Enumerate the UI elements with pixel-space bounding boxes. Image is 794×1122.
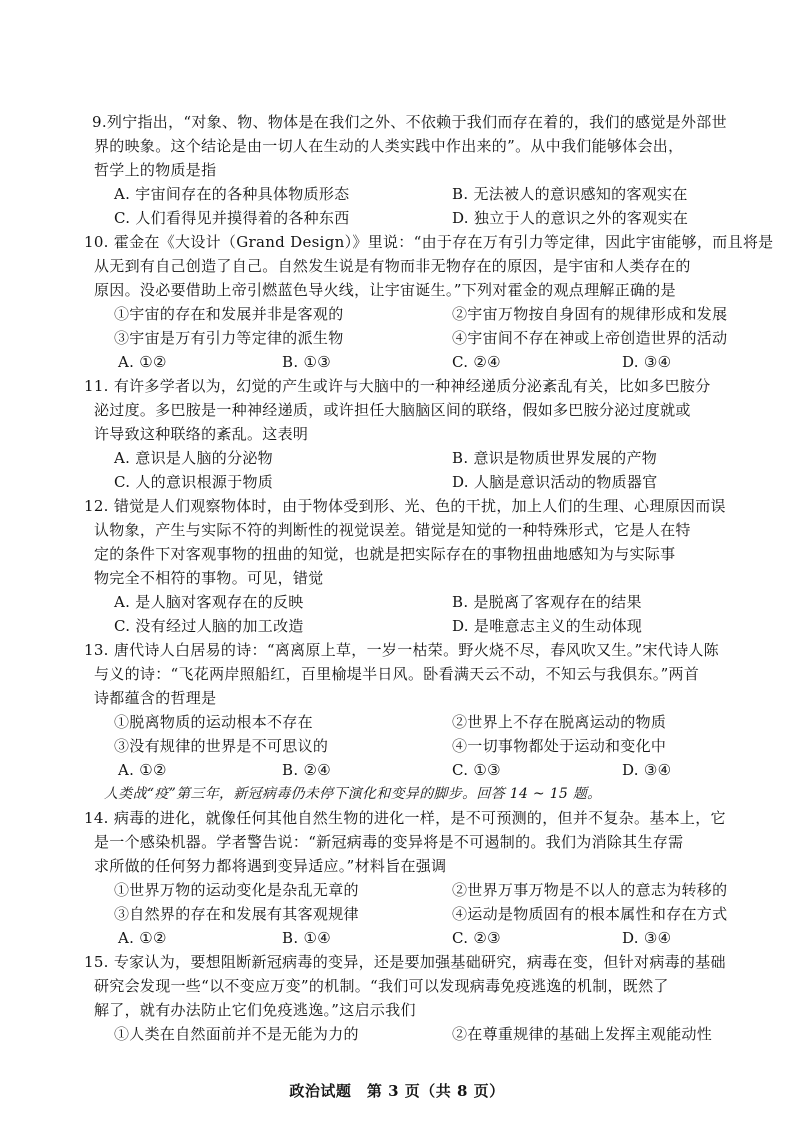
q11-stem-line1: 11. 有许多学者以为，幻觉的产生或许与大脑中的一种神经递质分泌紊乱有关，比如多巴胺分 xyxy=(84,377,711,395)
q10-statement-2: ②宇宙万物按自身固有的规律形成和发展 xyxy=(452,305,728,323)
q11-option-a: A. 意识是人脑的分泌物 xyxy=(114,449,273,467)
q10-statement-1: ①宇宙的存在和发展并非是客观的 xyxy=(114,305,344,323)
q11-option-c: C. 人的意识根源于物质 xyxy=(114,473,274,491)
q11-stem-line2: 泌过度。多巴胺是一种神经递质，或许担任大脑脑区间的联络，假如多巴胺分泌过度就或 xyxy=(94,401,691,419)
q11-option-d: D. 人脑是意识活动的物质器官 xyxy=(452,473,658,491)
q10-option-d: D. ③④ xyxy=(622,353,672,371)
q13-option-a: A. ①② xyxy=(118,761,167,779)
q10-option-c: C. ②④ xyxy=(452,353,501,371)
q13-statement-1: ①脱离物质的运动根本不存在 xyxy=(114,713,313,731)
q15-stem-line3: 解了，就有办法防止它们免疫逃逸。”这启示我们 xyxy=(94,1001,416,1019)
q14-option-b: B. ①④ xyxy=(282,929,331,947)
q13-stem-line1: 13. 唐代诗人白居易的诗：“离离原上草，一岁一枯荣。野火烧不尽，春风吹又生。”宋代诗人陈 xyxy=(84,641,719,659)
group-intro-14-15: 人类战“疫”第三年，新冠病毒仍未停下演化和变异的脚步。回答 14 ~ 15 题。 xyxy=(104,786,602,802)
q9-option-b: B. 无法被人的意识感知的客观实在 xyxy=(452,185,688,203)
q11-option-b: B. 意识是物质世界发展的产物 xyxy=(452,449,658,467)
q12-stem-line4: 物完全不相符的事物。可见，错觉 xyxy=(94,569,324,587)
q13-statement-3: ③没有规律的世界是不可思议的 xyxy=(114,737,329,755)
q12-stem-line2: 认物象，产生与实际不符的判断性的视觉误差。错觉是知觉的一种特殊形式，它是人在特 xyxy=(94,521,691,539)
q14-option-d: D. ③④ xyxy=(622,929,672,947)
q9-stem-line2: 界的映象。这个结论是由一切人在生动的人类实践中作出来的”。从中我们能够体会出， xyxy=(94,137,684,155)
q10-statement-3: ③宇宙是万有引力等定律的派生物 xyxy=(114,329,344,347)
q12-option-a: A. 是人脑对客观存在的反映 xyxy=(114,593,304,611)
q9-stem-line3: 哲学上的物质是指 xyxy=(94,161,217,179)
q15-statement-1: ①人类在自然面前并不是无能为力的 xyxy=(114,1025,359,1043)
q14-option-c: C. ②③ xyxy=(452,929,501,947)
q11-stem-line3: 许导致这种联络的紊乱。这表明 xyxy=(94,425,309,443)
q14-stem-line3: 求所做的任何努力都将遇到变异适应。”材料旨在强调 xyxy=(94,857,447,875)
q10-stem-line2: 从无到有自己创造了自己。自然发生说是有物而非无物存在的原因，是宇宙和人类存在的 xyxy=(94,257,691,275)
q9-option-c: C. 人们看得见并摸得着的各种东西 xyxy=(114,209,350,227)
q13-stem-line3: 诗都蕴含的哲理是 xyxy=(94,689,217,707)
q14-statement-2: ②世界万事万物是不以人的意志为转移的 xyxy=(452,881,728,899)
q13-option-b: B. ②④ xyxy=(282,761,331,779)
q10-stem-line1: 10. 霍金在《大设计（Grand Design）》里说：“由于存在万有引力等定律，因此宇宙能够，而且将是 xyxy=(84,233,774,251)
q9-option-d: D. 独立于人的意识之外的客观实在 xyxy=(452,209,689,227)
q13-statement-2: ②世界上不存在脱离运动的物质 xyxy=(452,713,667,731)
q13-option-c: C. ①③ xyxy=(452,761,501,779)
q10-statement-4: ④宇宙间不存在神或上帝创造世界的活动 xyxy=(452,329,728,347)
q12-option-d: D. 是唯意志主义的生动体现 xyxy=(452,617,643,635)
q9-option-a: A. 宇宙间存在的各种具体物质形态 xyxy=(114,185,350,203)
q12-option-c: C. 没有经过人脑的加工改造 xyxy=(114,617,304,635)
q13-stem-line2: 与义的诗：“飞花两岸照船红，百里榆堤半日风。卧看满天云不动，不知云与我俱东。”两首 xyxy=(94,665,700,683)
q12-stem-line3: 定的条件下对客观事物的扭曲的知觉，也就是把实际存在的事物扭曲地感知为与实际事 xyxy=(94,545,676,563)
q14-statement-4: ④运动是物质固有的根本属性和存在方式 xyxy=(452,905,728,923)
q13-statement-4: ④一切事物都处于运动和变化中 xyxy=(452,737,667,755)
q13-option-d: D. ③④ xyxy=(622,761,672,779)
q14-stem-line1: 14. 病毒的进化，就像任何其他自然生物的进化一样，是不可预测的，但并不复杂。基本上，它 xyxy=(84,809,726,827)
q15-statement-2: ②在尊重规律的基础上发挥主观能动性 xyxy=(452,1025,713,1043)
q12-stem-line1: 12. 错觉是人们观察物体时，由于物体受到形、光、色的干扰，加上人们的生理、心理原因而误 xyxy=(84,497,726,515)
page-footer: 政治试题 第 3 页（共 8 页） xyxy=(289,1082,505,1100)
q10-option-b: B. ①③ xyxy=(282,353,331,371)
q14-statement-3: ③自然界的存在和发展有其客观规律 xyxy=(114,905,359,923)
q10-option-a: A. ①② xyxy=(118,353,167,371)
q14-option-a: A. ①② xyxy=(118,929,167,947)
q14-stem-line2: 是一个感染机器。学者警告说：“新冠病毒的变异将是不可遏制的。我们为消除其生存需 xyxy=(94,833,684,851)
q15-stem-line1: 15. 专家认为，要想阻断新冠病毒的变异，还是要加强基础研究，病毒在变，但针对病毒的基础 xyxy=(84,953,726,971)
q14-statement-1: ①世界万物的运动变化是杂乱无章的 xyxy=(114,881,359,899)
q12-option-b: B. 是脱离了客观存在的结果 xyxy=(452,593,642,611)
q9-stem-line1: 9.列宁指出，“对象、物、物体是在我们之外、不依赖于我们而存在着的，我们的感觉是外部世 xyxy=(92,113,727,131)
q15-stem-line2: 研究会发现一些“以不变应万变”的机制。“我们可以发现病毒免疫逃逸的机制，既然了 xyxy=(94,977,669,995)
q10-stem-line3: 原因。没必要借助上帝引燃蓝色导火线，让宇宙诞生。”下列对霍金的观点理解正确的是 xyxy=(94,281,676,299)
